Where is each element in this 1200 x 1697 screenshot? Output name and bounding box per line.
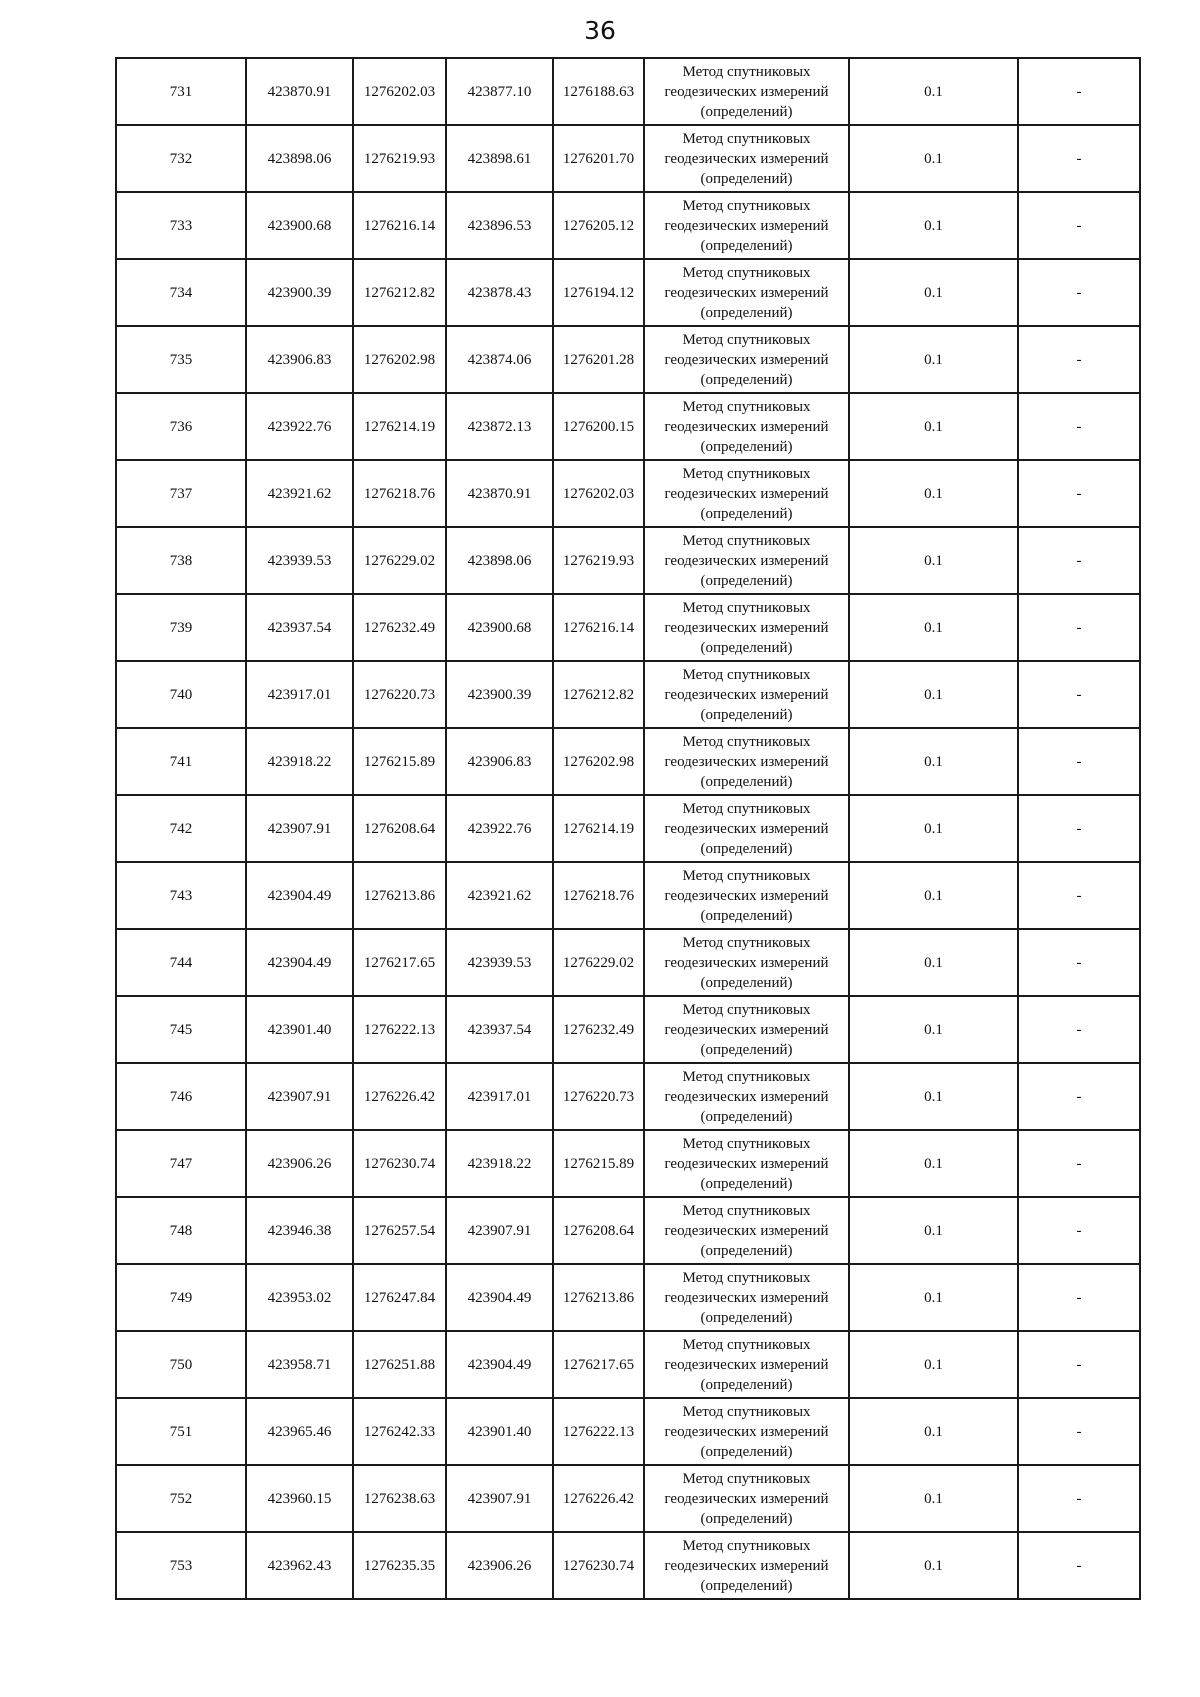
method-text-line: Метод спутниковых (682, 1269, 811, 1286)
x2-coordinate-cell: 423937.54 (446, 996, 553, 1063)
y1-coordinate-cell: 1276226.42 (353, 1063, 446, 1130)
x2-coordinate-cell: 423900.68 (446, 594, 553, 661)
x2-coordinate-cell: 423901.40 (446, 1398, 553, 1465)
table-row (116, 1264, 1140, 1331)
x2-coordinate-cell: 423904.49 (446, 1331, 553, 1398)
x1-coordinate-cell: 423922.76 (246, 393, 353, 460)
method-text-line: Метод спутниковых (682, 130, 811, 147)
x1-coordinate-cell: 423946.38 (246, 1197, 353, 1264)
method-cell (644, 1130, 849, 1197)
x2-coordinate-cell: 423900.39 (446, 661, 553, 728)
accuracy-cell: 0.1 (849, 661, 1018, 728)
point-number-cell: 751 (116, 1398, 246, 1465)
note-cell: - (1018, 1063, 1140, 1130)
table-row (116, 192, 1140, 259)
accuracy-cell: 0.1 (849, 1398, 1018, 1465)
accuracy-cell: 0.1 (849, 1264, 1018, 1331)
x2-coordinate-cell: 423917.01 (446, 1063, 553, 1130)
point-number-cell: 746 (116, 1063, 246, 1130)
y2-coordinate-cell: 1276220.73 (553, 1063, 644, 1130)
y1-coordinate-cell: 1276214.19 (353, 393, 446, 460)
table-row (116, 527, 1140, 594)
table-row (116, 1197, 1140, 1264)
y2-coordinate-cell: 1276205.12 (553, 192, 644, 259)
note-cell: - (1018, 1465, 1140, 1532)
x1-coordinate-cell: 423960.15 (246, 1465, 353, 1532)
method-text-line: (определений) (700, 840, 793, 857)
method-text-line: Метод спутниковых (682, 331, 811, 348)
x1-coordinate-cell: 423939.53 (246, 527, 353, 594)
y2-coordinate-cell: 1276215.89 (553, 1130, 644, 1197)
y2-coordinate-cell: 1276226.42 (553, 1465, 644, 1532)
method-cell (644, 661, 849, 728)
y2-coordinate-cell: 1276232.49 (553, 996, 644, 1063)
method-cell (644, 1197, 849, 1264)
method-text-line: Метод спутниковых (682, 398, 811, 415)
note-cell: - (1018, 1532, 1140, 1599)
x2-coordinate-cell: 423922.76 (446, 795, 553, 862)
y2-coordinate-cell: 1276208.64 (553, 1197, 644, 1264)
method-text-line: (определений) (700, 237, 793, 254)
method-text-line: Метод спутниковых (682, 1068, 811, 1085)
accuracy-cell: 0.1 (849, 326, 1018, 393)
y1-coordinate-cell: 1276257.54 (353, 1197, 446, 1264)
point-number-cell: 747 (116, 1130, 246, 1197)
method-text-line: (определений) (700, 103, 793, 120)
y1-coordinate-cell: 1276247.84 (353, 1264, 446, 1331)
y1-coordinate-cell: 1276215.89 (353, 728, 446, 795)
method-text-line: геодезических измерений (664, 351, 829, 368)
y1-coordinate-cell: 1276216.14 (353, 192, 446, 259)
method-text-line: (определений) (700, 639, 793, 656)
x1-coordinate-cell: 423917.01 (246, 661, 353, 728)
table-row (116, 929, 1140, 996)
note-cell: - (1018, 1264, 1140, 1331)
y1-coordinate-cell: 1276213.86 (353, 862, 446, 929)
accuracy-cell: 0.1 (849, 795, 1018, 862)
method-cell (644, 929, 849, 996)
method-text-line: геодезических измерений (664, 686, 829, 703)
note-cell: - (1018, 929, 1140, 996)
method-text-line: (определений) (700, 974, 793, 991)
x2-coordinate-cell: 423872.13 (446, 393, 553, 460)
method-cell (644, 326, 849, 393)
x1-coordinate-cell: 423907.91 (246, 1063, 353, 1130)
note-cell: - (1018, 259, 1140, 326)
y2-coordinate-cell: 1276202.03 (553, 460, 644, 527)
method-text-line: (определений) (700, 773, 793, 790)
method-text-line: Метод спутниковых (682, 1001, 811, 1018)
note-cell: - (1018, 125, 1140, 192)
method-text-line: геодезических измерений (664, 552, 829, 569)
method-text-line: Метод спутниковых (682, 1336, 811, 1353)
method-text-line: Метод спутниковых (682, 934, 811, 951)
point-number-cell: 742 (116, 795, 246, 862)
table-row (116, 1331, 1140, 1398)
method-cell (644, 393, 849, 460)
y2-coordinate-cell: 1276202.98 (553, 728, 644, 795)
page-number: 36 (584, 16, 616, 45)
table-row (116, 1532, 1140, 1599)
x1-coordinate-cell: 423904.49 (246, 862, 353, 929)
method-text-line: Метод спутниковых (682, 1403, 811, 1420)
method-text-line: (определений) (700, 505, 793, 522)
y2-coordinate-cell: 1276216.14 (553, 594, 644, 661)
method-text-line: геодезических измерений (664, 1356, 829, 1373)
point-number-cell: 749 (116, 1264, 246, 1331)
point-number-cell: 737 (116, 460, 246, 527)
method-text-line: геодезических измерений (664, 1088, 829, 1105)
point-number-cell: 748 (116, 1197, 246, 1264)
accuracy-cell: 0.1 (849, 1130, 1018, 1197)
y1-coordinate-cell: 1276251.88 (353, 1331, 446, 1398)
table-row (116, 1130, 1140, 1197)
x2-coordinate-cell: 423870.91 (446, 460, 553, 527)
method-text-line: (определений) (700, 907, 793, 924)
method-text-line: (определений) (700, 1376, 793, 1393)
point-number-cell: 733 (116, 192, 246, 259)
table-row (116, 326, 1140, 393)
method-cell (644, 594, 849, 661)
method-text-line: Метод спутниковых (682, 1135, 811, 1152)
accuracy-cell: 0.1 (849, 728, 1018, 795)
x2-coordinate-cell: 423939.53 (446, 929, 553, 996)
note-cell: - (1018, 1331, 1140, 1398)
table-row (116, 1063, 1140, 1130)
accuracy-cell: 0.1 (849, 393, 1018, 460)
y2-coordinate-cell: 1276212.82 (553, 661, 644, 728)
method-text-line: (определений) (700, 170, 793, 187)
point-number-cell: 735 (116, 326, 246, 393)
method-text-line: (определений) (700, 1242, 793, 1259)
method-text-line: геодезических измерений (664, 1557, 829, 1574)
method-text-line: Метод спутниковых (682, 1202, 811, 1219)
method-text-line: Метод спутниковых (682, 867, 811, 884)
method-text-line: геодезических измерений (664, 485, 829, 502)
method-text-line: геодезических измерений (664, 887, 829, 904)
method-text-line: (определений) (700, 572, 793, 589)
x2-coordinate-cell: 423896.53 (446, 192, 553, 259)
method-text-line: геодезических измерений (664, 217, 829, 234)
accuracy-cell: 0.1 (849, 527, 1018, 594)
y2-coordinate-cell: 1276200.15 (553, 393, 644, 460)
y2-coordinate-cell: 1276194.12 (553, 259, 644, 326)
table-row (116, 728, 1140, 795)
note-cell: - (1018, 1197, 1140, 1264)
x1-coordinate-cell: 423906.26 (246, 1130, 353, 1197)
y2-coordinate-cell: 1276217.65 (553, 1331, 644, 1398)
table-row (116, 460, 1140, 527)
y2-coordinate-cell: 1276201.28 (553, 326, 644, 393)
x2-coordinate-cell: 423904.49 (446, 1264, 553, 1331)
accuracy-cell: 0.1 (849, 125, 1018, 192)
method-cell (644, 1063, 849, 1130)
x1-coordinate-cell: 423953.02 (246, 1264, 353, 1331)
x1-coordinate-cell: 423918.22 (246, 728, 353, 795)
accuracy-cell: 0.1 (849, 594, 1018, 661)
accuracy-cell: 0.1 (849, 1063, 1018, 1130)
method-text-line: геодезических измерений (664, 820, 829, 837)
note-cell: - (1018, 393, 1140, 460)
x1-coordinate-cell: 423907.91 (246, 795, 353, 862)
accuracy-cell: 0.1 (849, 1331, 1018, 1398)
method-cell (644, 996, 849, 1063)
method-text-line: геодезических измерений (664, 150, 829, 167)
point-number-cell: 740 (116, 661, 246, 728)
method-cell (644, 1532, 849, 1599)
note-cell: - (1018, 527, 1140, 594)
method-text-line: геодезических измерений (664, 1222, 829, 1239)
x2-coordinate-cell: 423877.10 (446, 58, 553, 125)
x2-coordinate-cell: 423898.61 (446, 125, 553, 192)
y1-coordinate-cell: 1276202.98 (353, 326, 446, 393)
table-row (116, 1398, 1140, 1465)
point-number-cell: 736 (116, 393, 246, 460)
accuracy-cell: 0.1 (849, 862, 1018, 929)
x2-coordinate-cell: 423907.91 (446, 1465, 553, 1532)
note-cell: - (1018, 58, 1140, 125)
method-text-line: Метод спутниковых (682, 800, 811, 817)
note-cell: - (1018, 192, 1140, 259)
x1-coordinate-cell: 423937.54 (246, 594, 353, 661)
point-number-cell: 741 (116, 728, 246, 795)
method-text-line: геодезических измерений (664, 1289, 829, 1306)
method-text-line: геодезических измерений (664, 1021, 829, 1038)
method-text-line: геодезических измерений (664, 83, 829, 100)
method-text-line: Метод спутниковых (682, 63, 811, 80)
y1-coordinate-cell: 1276218.76 (353, 460, 446, 527)
x2-coordinate-cell: 423906.83 (446, 728, 553, 795)
method-text-line: Метод спутниковых (682, 599, 811, 616)
accuracy-cell: 0.1 (849, 192, 1018, 259)
x1-coordinate-cell: 423900.39 (246, 259, 353, 326)
method-text-line: (определений) (700, 706, 793, 723)
point-number-cell: 752 (116, 1465, 246, 1532)
method-cell (644, 259, 849, 326)
x1-coordinate-cell: 423958.71 (246, 1331, 353, 1398)
table-row (116, 996, 1140, 1063)
point-number-cell: 753 (116, 1532, 246, 1599)
x1-coordinate-cell: 423921.62 (246, 460, 353, 527)
y2-coordinate-cell: 1276230.74 (553, 1532, 644, 1599)
note-cell: - (1018, 594, 1140, 661)
method-text-line: (определений) (700, 1309, 793, 1326)
note-cell: - (1018, 460, 1140, 527)
point-number-cell: 738 (116, 527, 246, 594)
method-text-line: геодезических измерений (664, 753, 829, 770)
y2-coordinate-cell: 1276188.63 (553, 58, 644, 125)
method-cell (644, 1465, 849, 1532)
method-text-line: геодезических измерений (664, 284, 829, 301)
y2-coordinate-cell: 1276214.19 (553, 795, 644, 862)
accuracy-cell: 0.1 (849, 1465, 1018, 1532)
point-number-cell: 744 (116, 929, 246, 996)
x2-coordinate-cell: 423918.22 (446, 1130, 553, 1197)
accuracy-cell: 0.1 (849, 1532, 1018, 1599)
method-cell (644, 862, 849, 929)
y2-coordinate-cell: 1276201.70 (553, 125, 644, 192)
method-text-line: Метод спутниковых (682, 264, 811, 281)
x1-coordinate-cell: 423900.68 (246, 192, 353, 259)
method-cell (644, 1331, 849, 1398)
method-text-line: (определений) (700, 1577, 793, 1594)
y1-coordinate-cell: 1276242.33 (353, 1398, 446, 1465)
method-text-line: Метод спутниковых (682, 532, 811, 549)
coordinates-table (115, 57, 1141, 1600)
point-number-cell: 743 (116, 862, 246, 929)
method-text-line: геодезических измерений (664, 1490, 829, 1507)
table-body (116, 58, 1140, 1599)
method-text-line: (определений) (700, 371, 793, 388)
method-cell (644, 125, 849, 192)
accuracy-cell: 0.1 (849, 929, 1018, 996)
y1-coordinate-cell: 1276222.13 (353, 996, 446, 1063)
y2-coordinate-cell: 1276218.76 (553, 862, 644, 929)
method-cell (644, 728, 849, 795)
y1-coordinate-cell: 1276220.73 (353, 661, 446, 728)
accuracy-cell: 0.1 (849, 259, 1018, 326)
x2-coordinate-cell: 423907.91 (446, 1197, 553, 1264)
method-text-line: Метод спутниковых (682, 1537, 811, 1554)
method-text-line: (определений) (700, 1041, 793, 1058)
x2-coordinate-cell: 423898.06 (446, 527, 553, 594)
accuracy-cell: 0.1 (849, 1197, 1018, 1264)
y1-coordinate-cell: 1276230.74 (353, 1130, 446, 1197)
x1-coordinate-cell: 423965.46 (246, 1398, 353, 1465)
method-text-line: геодезических измерений (664, 1423, 829, 1440)
x1-coordinate-cell: 423898.06 (246, 125, 353, 192)
method-text-line: геодезических измерений (664, 418, 829, 435)
table-row (116, 393, 1140, 460)
method-text-line: (определений) (700, 438, 793, 455)
table-row (116, 125, 1140, 192)
point-number-cell: 731 (116, 58, 246, 125)
x1-coordinate-cell: 423904.49 (246, 929, 353, 996)
y2-coordinate-cell: 1276229.02 (553, 929, 644, 996)
x1-coordinate-cell: 423906.83 (246, 326, 353, 393)
x2-coordinate-cell: 423874.06 (446, 326, 553, 393)
method-text-line: геодезических измерений (664, 954, 829, 971)
y1-coordinate-cell: 1276219.93 (353, 125, 446, 192)
accuracy-cell: 0.1 (849, 58, 1018, 125)
method-cell (644, 192, 849, 259)
y1-coordinate-cell: 1276235.35 (353, 1532, 446, 1599)
point-number-cell: 745 (116, 996, 246, 1063)
point-number-cell: 739 (116, 594, 246, 661)
x1-coordinate-cell: 423870.91 (246, 58, 353, 125)
method-text-line: Метод спутниковых (682, 666, 811, 683)
method-text-line: (определений) (700, 304, 793, 321)
point-number-cell: 734 (116, 259, 246, 326)
y2-coordinate-cell: 1276213.86 (553, 1264, 644, 1331)
note-cell: - (1018, 862, 1140, 929)
point-number-cell: 750 (116, 1331, 246, 1398)
x1-coordinate-cell: 423962.43 (246, 1532, 353, 1599)
method-text-line: Метод спутниковых (682, 465, 811, 482)
accuracy-cell: 0.1 (849, 460, 1018, 527)
method-text-line: (определений) (700, 1175, 793, 1192)
note-cell: - (1018, 1130, 1140, 1197)
method-text-line: Метод спутниковых (682, 733, 811, 750)
note-cell: - (1018, 326, 1140, 393)
x2-coordinate-cell: 423878.43 (446, 259, 553, 326)
table-row (116, 661, 1140, 728)
y1-coordinate-cell: 1276208.64 (353, 795, 446, 862)
method-cell (644, 460, 849, 527)
y1-coordinate-cell: 1276212.82 (353, 259, 446, 326)
method-text-line: Метод спутниковых (682, 197, 811, 214)
y1-coordinate-cell: 1276217.65 (353, 929, 446, 996)
note-cell: - (1018, 728, 1140, 795)
method-cell (644, 58, 849, 125)
table-row (116, 58, 1140, 125)
y2-coordinate-cell: 1276222.13 (553, 1398, 644, 1465)
note-cell: - (1018, 996, 1140, 1063)
method-text-line: геодезических измерений (664, 1155, 829, 1172)
note-cell: - (1018, 795, 1140, 862)
method-cell (644, 527, 849, 594)
method-cell (644, 1264, 849, 1331)
y1-coordinate-cell: 1276238.63 (353, 1465, 446, 1532)
method-cell (644, 795, 849, 862)
table-row (116, 259, 1140, 326)
y1-coordinate-cell: 1276232.49 (353, 594, 446, 661)
note-cell: - (1018, 1398, 1140, 1465)
y1-coordinate-cell: 1276229.02 (353, 527, 446, 594)
method-text-line: Метод спутниковых (682, 1470, 811, 1487)
method-text-line: (определений) (700, 1108, 793, 1125)
table-row (116, 594, 1140, 661)
table-row (116, 795, 1140, 862)
accuracy-cell: 0.1 (849, 996, 1018, 1063)
method-text-line: (определений) (700, 1443, 793, 1460)
y2-coordinate-cell: 1276219.93 (553, 527, 644, 594)
method-cell (644, 1398, 849, 1465)
table-row (116, 862, 1140, 929)
point-number-cell: 732 (116, 125, 246, 192)
x1-coordinate-cell: 423901.40 (246, 996, 353, 1063)
method-text-line: геодезических измерений (664, 619, 829, 636)
table-row (116, 1465, 1140, 1532)
y1-coordinate-cell: 1276202.03 (353, 58, 446, 125)
x2-coordinate-cell: 423921.62 (446, 862, 553, 929)
method-text-line: (определений) (700, 1510, 793, 1527)
x2-coordinate-cell: 423906.26 (446, 1532, 553, 1599)
note-cell: - (1018, 661, 1140, 728)
